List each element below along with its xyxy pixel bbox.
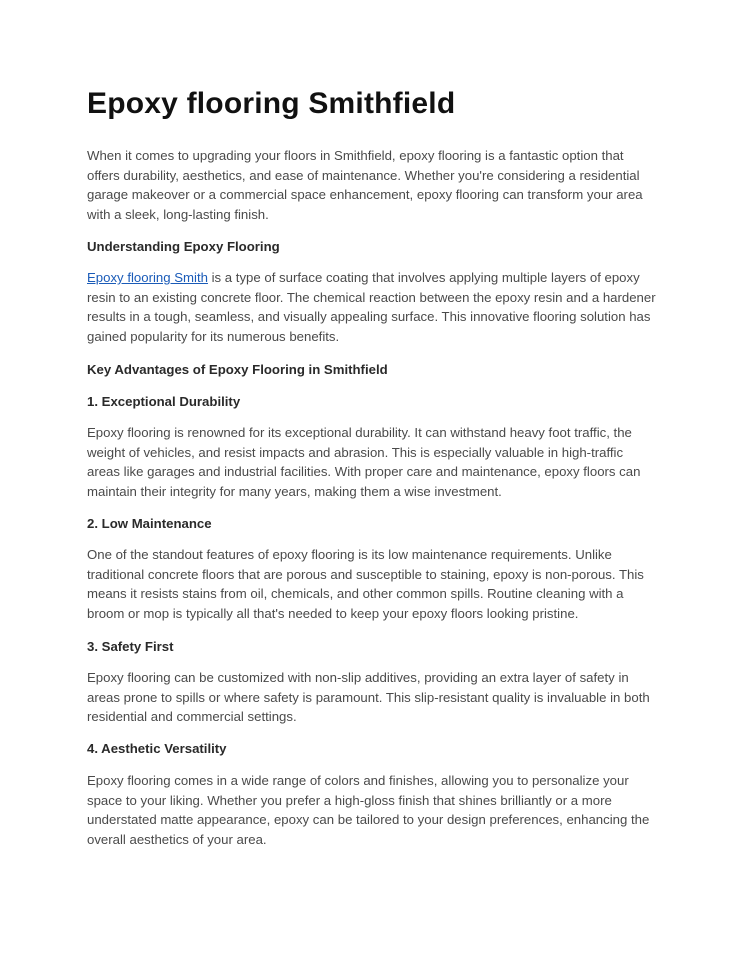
section-heading-safety: 3. Safety First xyxy=(87,639,174,654)
section-heading-durability: 1. Exceptional Durability xyxy=(87,394,241,409)
section-heading-maintenance: 2. Low Maintenance xyxy=(87,516,212,531)
section-text-maintenance: One of the standout features of epoxy flooring is its low maintenance requirements. Unlike traditional concrete floors that are porous and susceptible to staining, epoxy is non-porous. This means it resists stains from oil, chemicals, and other common spills. Routine cleaning with a broom or mop is typically all that's needed to keep your epoxy floors looking pristine. xyxy=(87,547,644,621)
section-text-aesthetic: Epoxy flooring comes in a wide range of colors and finishes, allowing you to personalize your space to your liking. Whether you prefer a high-gloss finish that shines brilliantly or a more understated matte appearance, epoxy can be tailored to your design preferences, enhancing the overall aesthetics of your area. xyxy=(87,773,650,847)
epoxy-flooring-smith-link[interactable]: Epoxy flooring Smith xyxy=(87,270,208,285)
section-text-safety: Epoxy flooring can be customized with non-slip additives, providing an extra layer of safety in areas prone to spills or where safety is paramount. This slip-resistant quality is invaluable in both residential and commercial settings. xyxy=(87,670,650,725)
section-text-durability: Epoxy flooring is renowned for its exceptional durability. It can withstand heavy foot traffic, the weight of vehicles, and resist impacts and abrasion. This is especially valuable in high-traffic areas like garages and industrial facilities. With proper care and maintenance, epoxy floors can maintain their integrity for many years, making them a wise investment. xyxy=(87,425,641,499)
page-title: Epoxy flooring Smithfield xyxy=(87,87,456,120)
understanding-heading: Understanding Epoxy Flooring xyxy=(87,239,280,254)
understanding-paragraph xyxy=(87,268,657,346)
understanding-text: is a type of surface coating that involves applying multiple layers of epoxy resin to an existing concrete floor. The chemical reaction between the epoxy resin and a hardener results in a tough, seamless, and visually appealing surface. This innovative flooring solution has gained popularity for its numerous benefits. xyxy=(87,270,656,344)
section-heading-aesthetic: 4. Aesthetic Versatility xyxy=(87,741,227,756)
advantages-heading: Key Advantages of Epoxy Flooring in Smithfield xyxy=(87,362,388,377)
intro-paragraph: When it comes to upgrading your floors in Smithfield, epoxy flooring is a fantastic option that offers durability, aesthetics, and ease of maintenance. Whether you're considering a residential garage makeover or a commercial space enhancement, epoxy flooring can transform your area with a sleek, long-lasting finish. xyxy=(87,148,643,222)
